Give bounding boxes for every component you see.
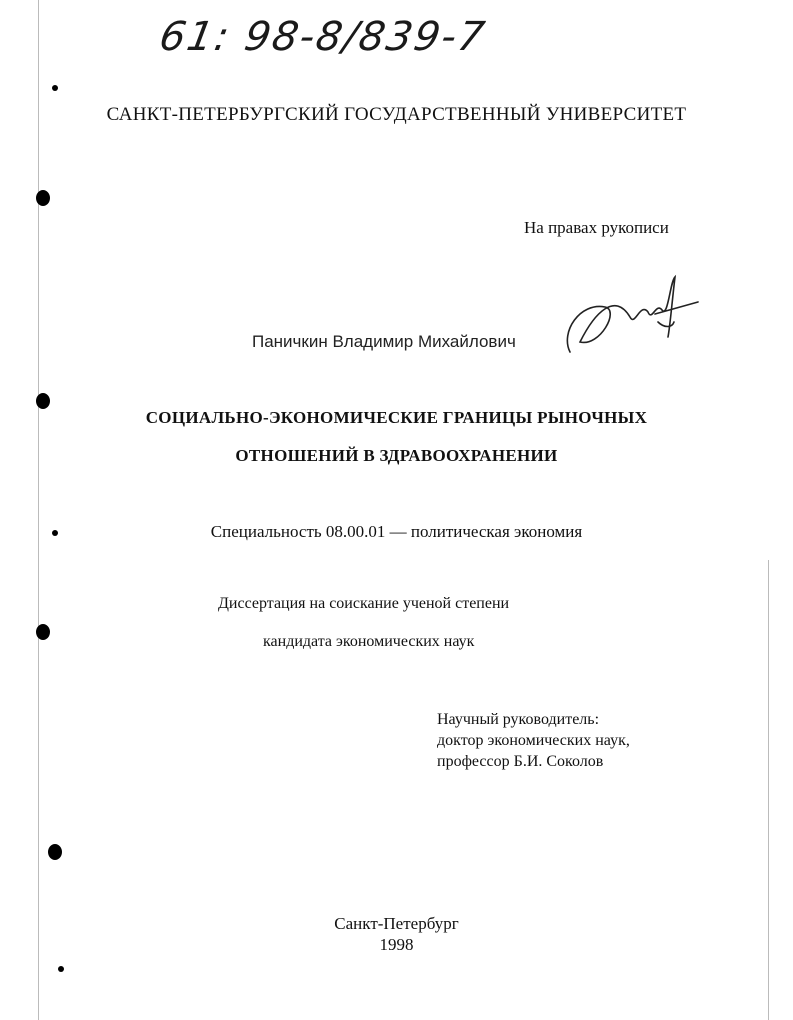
binding-dot-mark (52, 85, 58, 91)
binding-hole-mark (48, 844, 62, 860)
binding-dot-mark (58, 966, 64, 972)
thesis-title-line-1: СОЦИАЛЬНО-ЭКОНОМИЧЕСКИЕ ГРАНИЦЫ РЫНОЧНЫХ (145, 408, 648, 427)
advisor-label: Научный руководитель: (437, 711, 600, 728)
binding-hole-mark (36, 624, 50, 640)
scan-left-edge-line (38, 0, 39, 1020)
author-signature (560, 272, 700, 362)
city: Санкт-Петербург (334, 914, 459, 933)
specialty-line: Специальность 08.00.01 — политическая экономия (210, 522, 583, 541)
university-name: САНКТ-ПЕТЕРБУРГСКИЙ ГОСУДАРСТВЕННЫЙ УНИВЕРСИТЕТ (106, 104, 687, 125)
advisor-name: профессор Б.И. Соколов (437, 753, 604, 770)
year: 1998 (379, 935, 414, 954)
advisor-degree: доктор экономических наук, (437, 732, 630, 749)
scientific-advisor-block (437, 709, 630, 772)
binding-hole-mark (36, 393, 50, 409)
rights-notice: На правах рукописи (524, 218, 669, 237)
binding-hole-mark (36, 190, 50, 206)
dissertation-degree-line-2: кандидата экономических наук (263, 633, 475, 650)
author-name: Паничкин Владимир Михайлович (252, 332, 516, 351)
catalog-number: 61: 98-8/839-7 (155, 14, 490, 60)
thesis-title-line-2: ОТНОШЕНИЙ В ЗДРАВООХРАНЕНИИ (235, 446, 558, 465)
dissertation-degree-line-1: Диссертация на соискание ученой степени (218, 595, 510, 612)
